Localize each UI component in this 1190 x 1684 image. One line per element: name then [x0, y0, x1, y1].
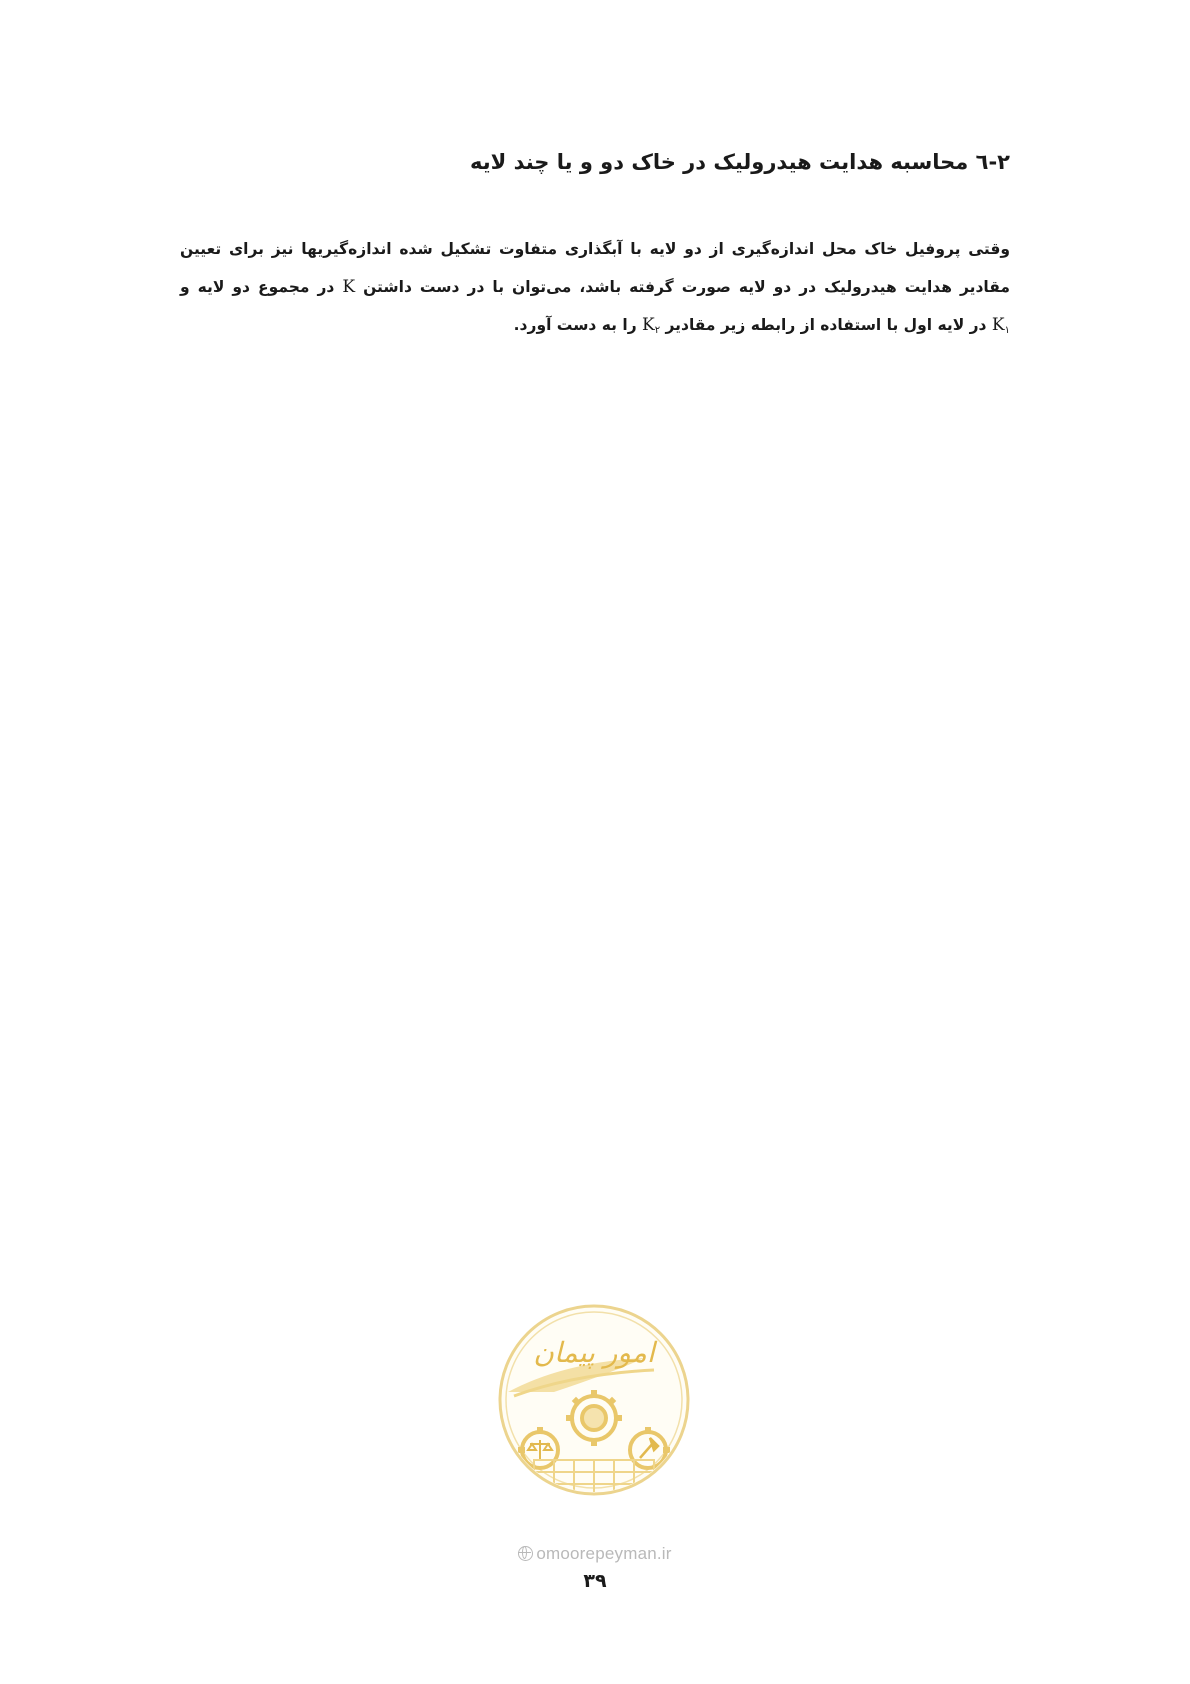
- page-number: ۳۹: [583, 1570, 607, 1592]
- var-k1-subscript: ١: [1004, 325, 1010, 336]
- var-k2-symbol: K: [642, 315, 655, 335]
- line2-text-after: در مجموع دو لایه و: [180, 278, 335, 296]
- var-k2: [642, 315, 660, 335]
- var-k1-symbol: K: [991, 315, 1005, 335]
- line3-text-mid: در لایه اول با استفاده از رابطه زیر مقادیر: [665, 316, 987, 334]
- section-heading: ٢-٦ محاسبه هدایت هیدرولیک در خاک دو و یا چند لایه: [470, 150, 1010, 174]
- var-k1: [992, 315, 1010, 335]
- line3-text-end: را به دست آورد.: [513, 316, 637, 334]
- paragraph-line-1: وقتی پروفیل خاک محل اندازه‌گیری از دو لایه با آبگذاری متفاوت تشکیل شده اندازه‌گیریها نیز برای تعیین: [180, 240, 1010, 258]
- site-url-text: omoorepeyman.ir: [536, 1544, 672, 1563]
- line2-text-before: مقادیر هدایت هیدرولیک در دو لایه صورت گرفته باشد، می‌توان با در دست داشتن: [363, 278, 1010, 296]
- paragraph-line-2: [180, 268, 1010, 306]
- body-paragraph: [180, 230, 1010, 350]
- paragraph-line-3: [180, 306, 1010, 350]
- globe-icon: [518, 1546, 533, 1561]
- var-k: K: [342, 277, 356, 297]
- watermark-logo-script: امور پیمان: [533, 1336, 655, 1369]
- site-url: [484, 1544, 706, 1564]
- watermark-logo-icon: [494, 1300, 694, 1500]
- watermark-logo: [494, 1300, 694, 1500]
- var-k2-subscript: ٢: [654, 325, 661, 336]
